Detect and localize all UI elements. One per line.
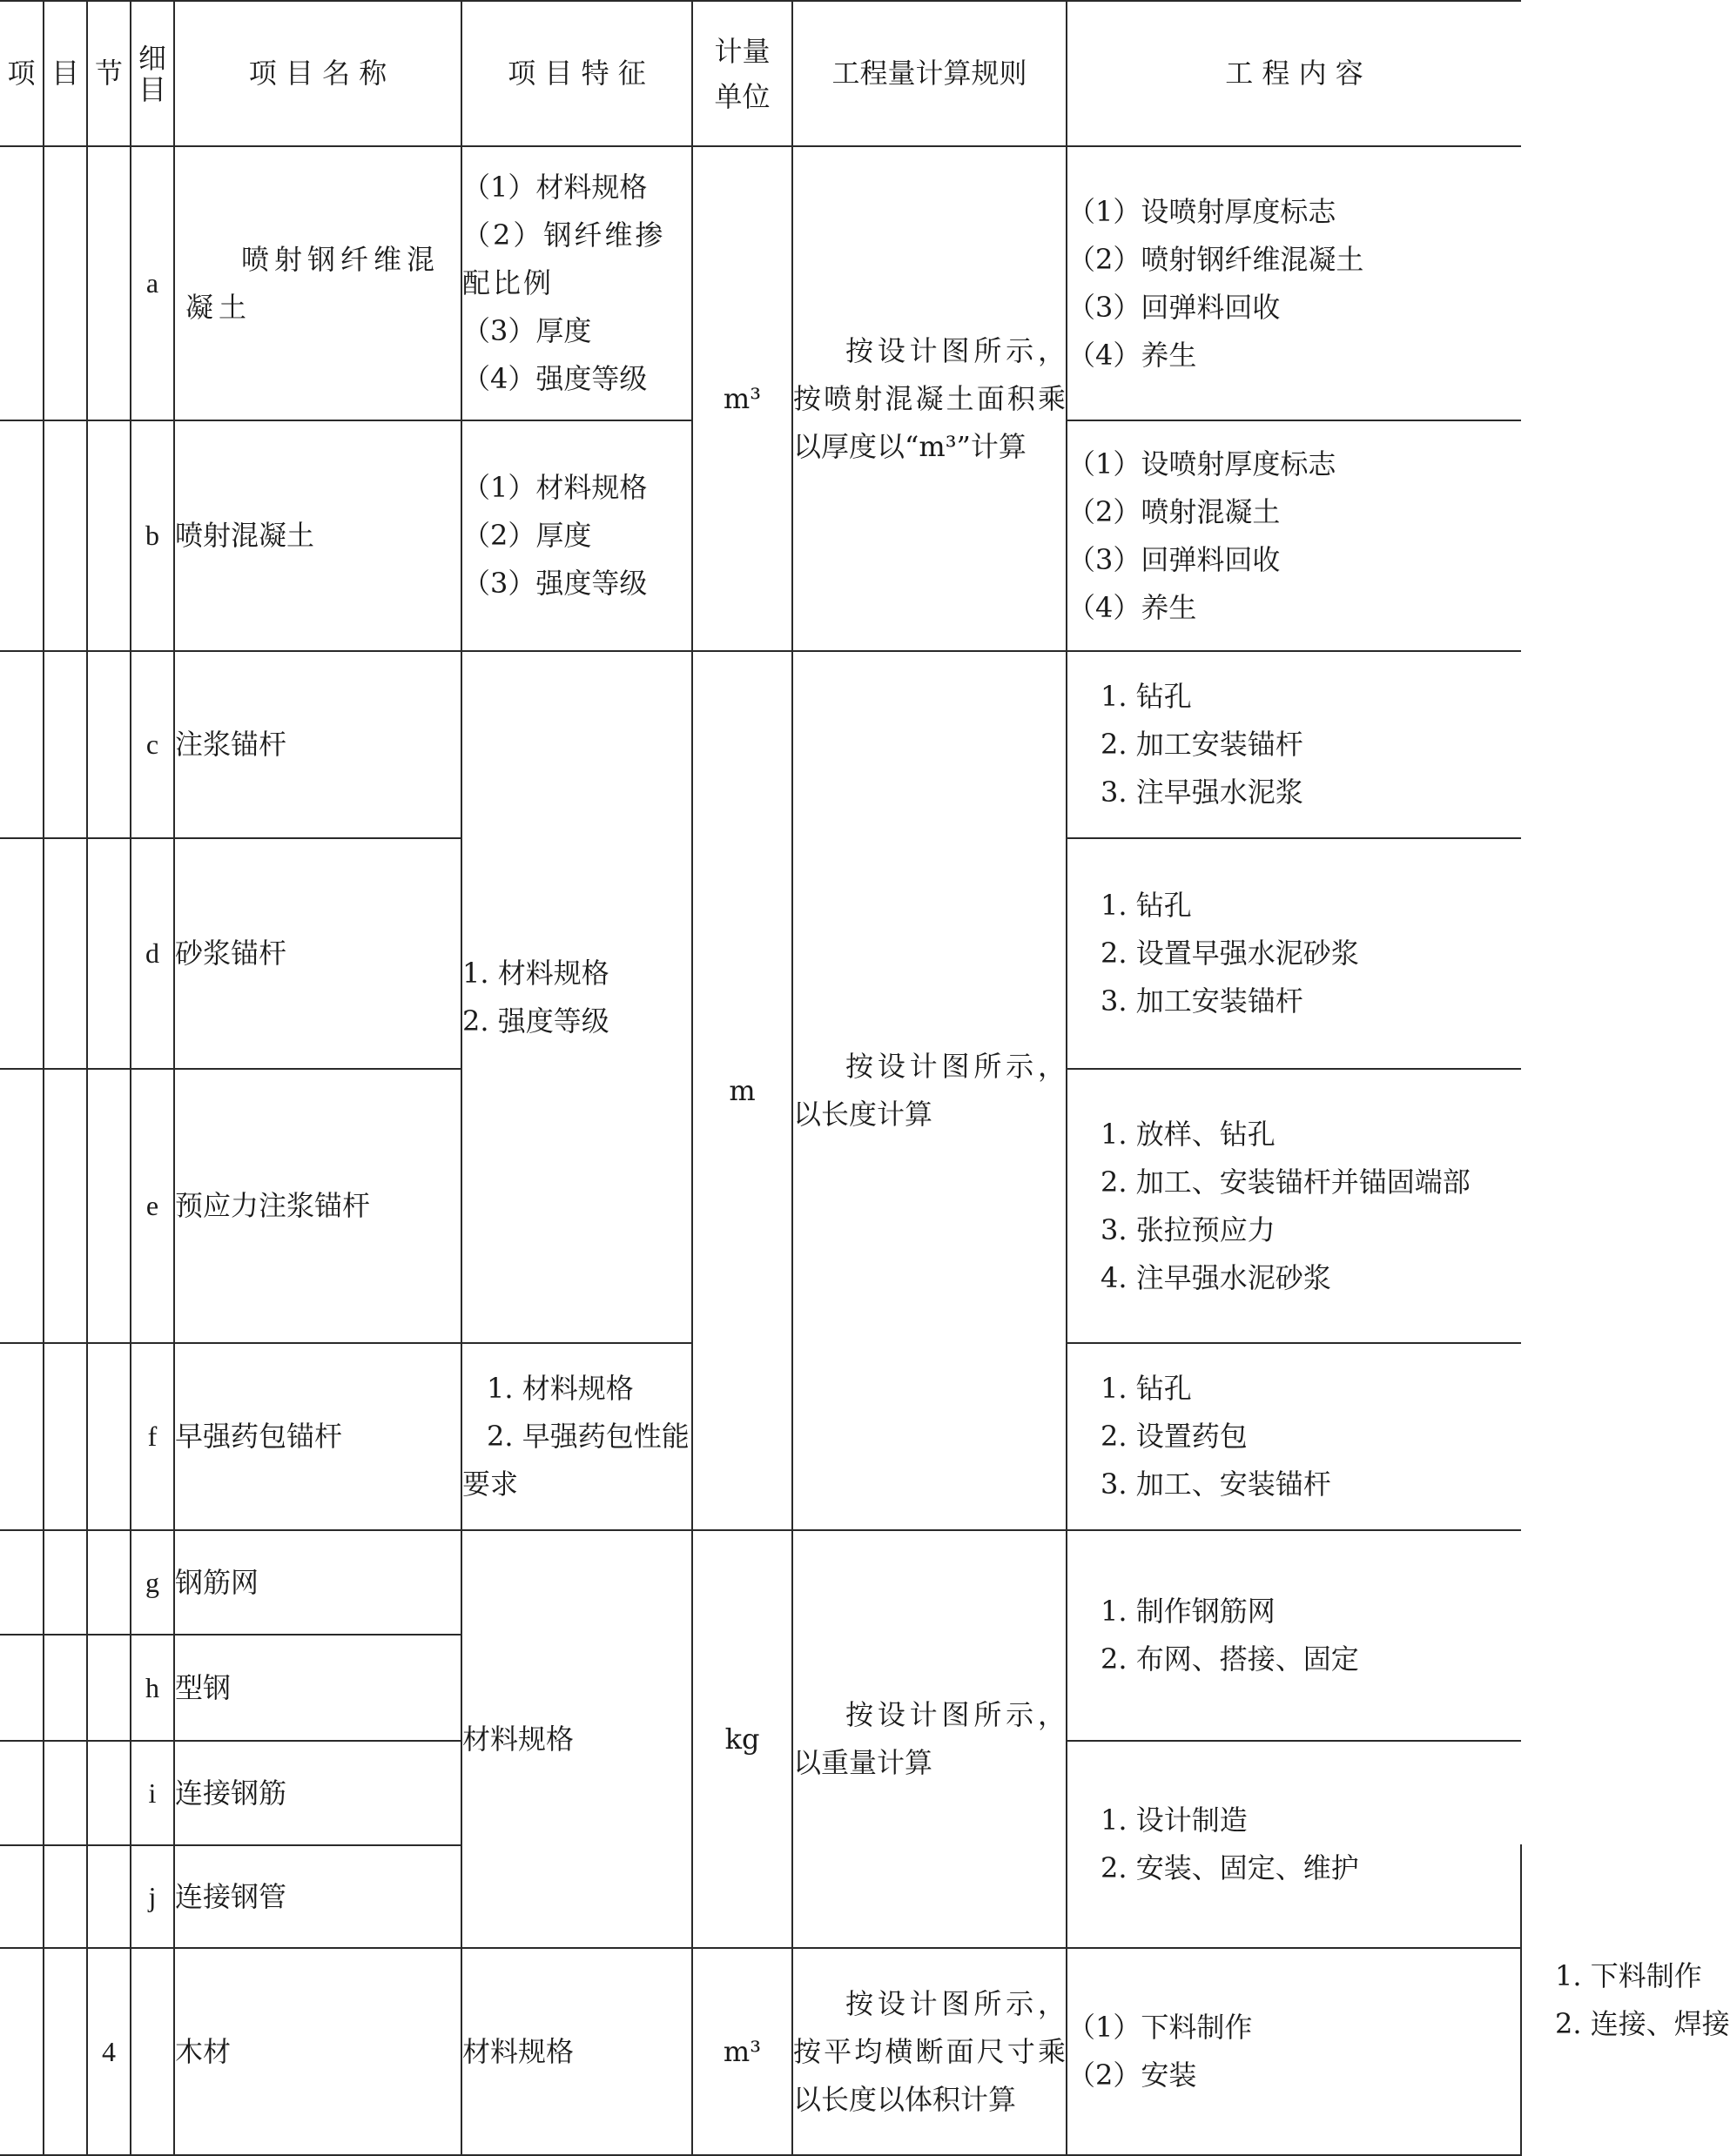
content-wood-1: （1）下料制作 [1067, 2011, 1253, 2044]
feature-f-2: 2. 早强药包性能要求 [462, 1420, 690, 1501]
content-e [1067, 1069, 1521, 1343]
unit-gj: kg [692, 1530, 792, 1948]
table-row-a [0, 146, 1521, 420]
content-b-1: （1）设喷射厚度标志 [1067, 447, 1336, 480]
ximu-a: a [131, 146, 174, 420]
content-a-2: （2）喷射钢纤维混凝土 [1067, 242, 1364, 276]
content-f [1067, 1343, 1521, 1530]
table-row-wood [0, 1948, 1521, 2155]
rule-wood [792, 1948, 1067, 2155]
feature-wood: 材料规格 [461, 1948, 692, 2155]
content-b [1067, 420, 1521, 651]
name-b: 喷射混凝土 [174, 420, 461, 651]
content-c [1067, 651, 1521, 838]
header-feature: 项 目 特 征 [461, 1, 692, 146]
content-a [1067, 146, 1521, 420]
unit-cf: m [692, 651, 792, 1530]
feature-f-1: 1. 材料规格 [487, 1372, 634, 1405]
features-a [461, 146, 692, 420]
feature-a-2: （2）钢纤维掺配比例 [462, 218, 666, 299]
table-row-c [0, 651, 1521, 838]
header-rule: 工程量计算规则 [792, 1, 1067, 146]
content-c-1: 1. 钻孔 [1101, 680, 1192, 713]
rule-ab [792, 146, 1067, 651]
features-f [461, 1343, 692, 1530]
name-a-text: 喷射钢纤维混凝土 [185, 242, 441, 324]
name-f: 早强药包锚杆 [174, 1343, 461, 1530]
content-wood [1067, 1948, 1521, 2155]
feature-a-4: （4）强度等级 [462, 362, 648, 395]
rule-cf-text: 按设计图所示，以长度计算 [793, 1050, 1066, 1131]
table-row-j: j 连接钢管 1. 下料制作 2. 连接、焊接 [0, 1845, 1521, 1948]
feature-cde-2: 2. 强度等级 [462, 1004, 609, 1038]
header-ximu [131, 1, 174, 146]
name-wood: 木材 [174, 1948, 461, 2155]
content-g-2: 2. 布网、搭接、固定 [1101, 1642, 1359, 1676]
ximu-i: i [131, 1741, 174, 1845]
content-e-3: 3. 张拉预应力 [1101, 1212, 1276, 1246]
feature-b-1: （1）材料规格 [462, 471, 648, 504]
ximu-e: e [131, 1069, 174, 1343]
rule-gj [792, 1530, 1067, 1948]
content-b-4: （4）养生 [1067, 590, 1197, 624]
content-f-2: 2. 设置药包 [1101, 1420, 1248, 1453]
jie-wood: 4 [87, 1948, 131, 2155]
table-row-g [0, 1530, 1521, 1635]
header-jie: 节 [87, 1, 131, 146]
content-h-1: 1. 设计制造 [1101, 1803, 1248, 1837]
content-e-4: 4. 注早强水泥砂浆 [1101, 1260, 1331, 1294]
name-c: 注浆锚杆 [174, 651, 461, 838]
header-unit [692, 1, 792, 146]
name-j: 连接钢管 [174, 1845, 461, 1948]
header-ximu-text: 细目 [138, 41, 167, 106]
header-unit-text: 计量单位 [714, 34, 771, 113]
features-cde [461, 651, 692, 1343]
header-row [0, 1, 1521, 146]
rule-ab-text: 按设计图所示，按喷射混凝土面积乘以厚度以“m³”计算 [793, 333, 1066, 463]
rule-wood-text: 按设计图所示，按平均横断面尺寸乘以长度以体积计算 [793, 1986, 1066, 2116]
name-i: 连接钢筋 [174, 1741, 461, 1845]
features-b [461, 420, 692, 651]
content-d-2: 2. 设置早强水泥砂浆 [1101, 937, 1359, 970]
name-d: 砂浆锚杆 [174, 838, 461, 1069]
content-g [1067, 1530, 1521, 1741]
header-name: 项 目 名 称 [174, 1, 461, 146]
content-wood-2: （2）安装 [1067, 2059, 1197, 2092]
content-g-1: 1. 制作钢筋网 [1101, 1595, 1276, 1628]
content-h-2: 2. 安装、固定、维护 [1101, 1851, 1359, 1884]
content-e-2: 2. 加工、安装锚杆并锚固端部 [1101, 1165, 1471, 1199]
feature-b-2: （2）厚度 [462, 519, 592, 552]
content-b-2: （2）喷射混凝土 [1067, 494, 1281, 528]
ximu-f: f [131, 1343, 174, 1530]
content-f-1: 1. 钻孔 [1101, 1372, 1192, 1405]
content-c-2: 2. 加工安装锚杆 [1101, 728, 1303, 761]
feature-cde-1: 1. 材料规格 [462, 956, 609, 990]
header-content: 工 程 内 容 [1067, 1, 1521, 146]
rule-cf [792, 651, 1067, 1530]
unit-wood: m³ [692, 1948, 792, 2155]
header-xiang: 项 [0, 1, 44, 146]
feature-a-1: （1）材料规格 [462, 171, 648, 204]
ximu-c: c [131, 651, 174, 838]
feature-a-3: （3）厚度 [462, 314, 592, 347]
feature-b-3: （3）强度等级 [462, 567, 648, 600]
name-g: 钢筋网 [174, 1530, 461, 1635]
ximu-g: g [131, 1530, 174, 1635]
content-a-4: （4）养生 [1067, 338, 1197, 372]
unit-ab: m³ [692, 146, 792, 651]
content-c-3: 3. 注早强水泥浆 [1101, 776, 1303, 809]
ximu-d: d [131, 838, 174, 1069]
header-mu: 目 [44, 1, 87, 146]
content-d-1: 1. 钻孔 [1101, 889, 1192, 922]
ximu-b: b [131, 420, 174, 651]
content-a-3: （3）回弹料回收 [1067, 290, 1281, 324]
name-e: 预应力注浆锚杆 [174, 1069, 461, 1343]
name-h: 型钢 [174, 1635, 461, 1741]
name-a [174, 146, 461, 420]
ximu-j: j [131, 1845, 174, 1948]
ximu-h: h [131, 1635, 174, 1741]
content-f-3: 3. 加工、安装锚杆 [1101, 1468, 1331, 1501]
content-a-1: （1）设喷射厚度标志 [1067, 194, 1336, 228]
content-e-1: 1. 放样、钻孔 [1101, 1117, 1276, 1151]
features-gj: 材料规格 [461, 1530, 692, 1948]
content-h [1067, 1741, 1521, 1948]
content-b-3: （3）回弹料回收 [1067, 542, 1281, 576]
rule-gj-text: 按设计图所示，以重量计算 [793, 1698, 1066, 1779]
content-d [1067, 838, 1521, 1069]
content-d-3: 3. 加工安装锚杆 [1101, 984, 1303, 1018]
